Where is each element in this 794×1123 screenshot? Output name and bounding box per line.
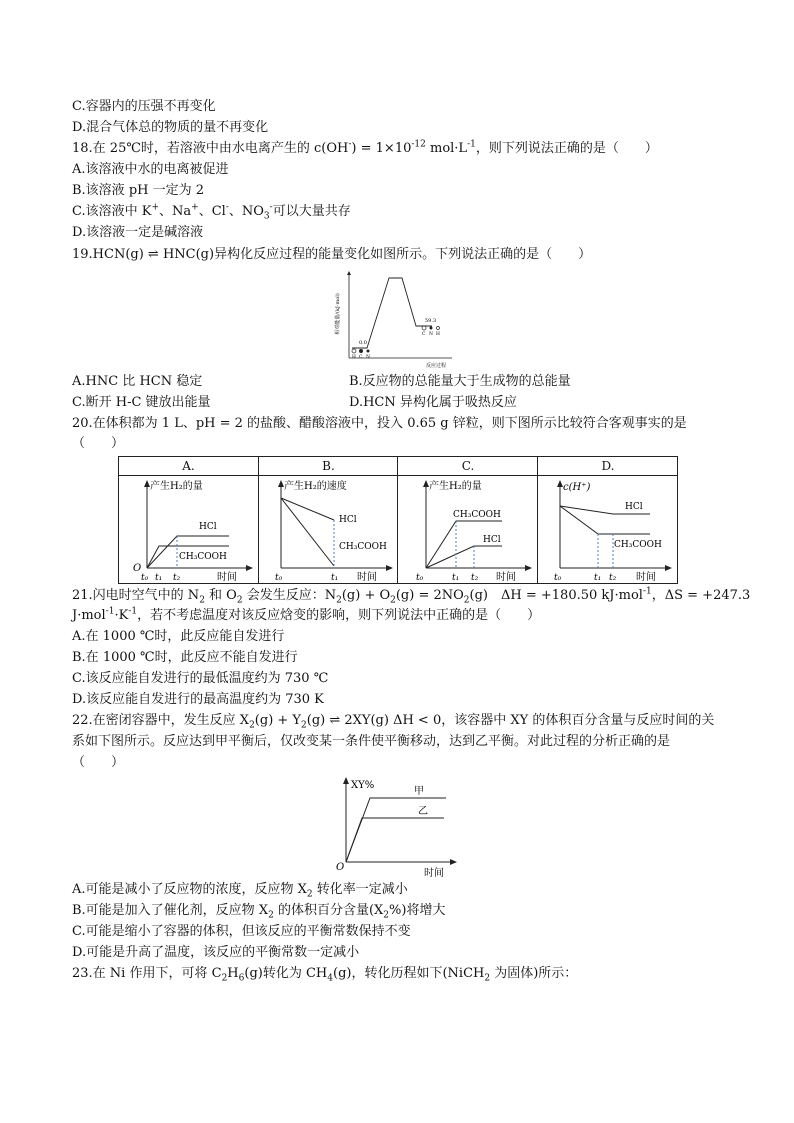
q19-start-atom-h: H	[352, 355, 356, 360]
q22-option-c: C.可能是缩小了容器的体积，但该反应的平衡常数保持不变	[72, 924, 411, 939]
q20-c-label-hcl: HCl	[483, 535, 501, 545]
q22-option-d: D.可能是升高了温度，该反应的平衡常数一定减小	[72, 945, 360, 960]
q19-stem: 19.HCN(g) ⇌ HNC(g)异构化反应过程的能量变化如图所示。下列说法正确的是（ ）	[72, 247, 592, 262]
q20-b-ylabel: 产生H₂的速度	[284, 481, 347, 492]
q20-a-label-ch3cooh: CH₃COOH	[179, 552, 227, 562]
q21-option-d: D.该反应能自发进行的最高温度约为 730 K	[72, 692, 324, 707]
q20-cell-b	[258, 457, 398, 583]
q20-c-label-ch3cooh: CH₃COOH	[453, 510, 501, 520]
q19-energy-diagram	[332, 266, 462, 370]
q20-a-ylabel: 产生H₂的量	[150, 481, 203, 492]
q22-xy-time-graph	[332, 774, 462, 878]
q19-end-value: 59.3	[425, 318, 437, 324]
q21-option-c: C.该反应能自发进行的最低温度约为 730 ℃	[72, 671, 329, 686]
q21-option-a: A.在 1000 ℃时，此反应能自发进行	[72, 629, 285, 644]
q21-stem-line1: 21.闪电时空气中的 $N_2$ 和 $O_2$ 会发生反应：$N_2(g) + O_2(g) = 2NO_2(g)$ ΔH = +180.50 kJ·mol$^{-1}$，ΔS = +247.3	[72, 586, 751, 606]
q19-ylabel: 相对能量/(kJ·mol)	[335, 293, 341, 335]
q20-graph-a	[119, 476, 258, 583]
q20-c-t2: t₂	[471, 573, 479, 583]
q20-a-label-hcl: HCl	[199, 522, 217, 532]
q19-option-b: B.反应物的总能量大于生成物的总能量	[349, 374, 571, 389]
q18-option-c: C.该溶液中 K+、Na+、Cl-、$NO_3^-$可以大量共存	[72, 202, 351, 222]
q17-option-c: C.容器内的压强不再变化	[72, 99, 216, 114]
q22-option-a: A.可能是减小了反应物的浓度，反应物 $X_2$ 转化率一定减小	[72, 882, 408, 900]
q20-a-t1: t₁	[155, 573, 163, 583]
q20-header-a: A.	[119, 457, 258, 476]
q21-stem-line2: $J\cdot mol^{-1}\cdot K^{-1}$，若不考虑温度对该反应焓变的影响，则下列说法中正确的是（ ）	[72, 606, 541, 623]
q20-b-xlabel: 时间	[357, 572, 377, 583]
q20-d-xlabel: 时间	[636, 572, 656, 583]
q20-b-t1: t₁	[331, 573, 339, 583]
q23-stem: 23.在 Ni 作用下，可将 $C_2H_6(g)$转化为 $CH_4(g)$，转化历程如下(NiCH$_2$ 为固体)所示：	[72, 966, 578, 984]
q19-end-atom-h: H	[436, 332, 440, 337]
q18-stem: 18.在 25℃时，若溶液中由水电离产生的 $c(OH^-) = 1\times 10^{-12}$ $mol\cdot L^{-1}$，则下列说法正确的是（ ）	[72, 139, 658, 156]
q20-cell-d	[537, 457, 678, 583]
q20-stem-bracket: （ ）	[72, 436, 125, 451]
q20-graph-b	[259, 476, 398, 583]
q20-header-d: D.	[538, 457, 678, 476]
q19-xlabel: 反应过程	[425, 363, 447, 369]
q20-c-ylabel: 产生H₂的量	[429, 481, 482, 492]
q22-stem-bracket: （ ）	[72, 755, 125, 770]
q22-ylabel: XY%	[351, 780, 375, 791]
q20-graph-d	[538, 476, 678, 583]
q20-a-t0: t₀	[141, 573, 149, 583]
q20-d-t2: t₂	[609, 573, 617, 583]
q19-option-a: A.HNC 比 HCN 稳定	[72, 374, 203, 389]
q19-start-atom-c: C	[359, 355, 363, 360]
q20-a-xlabel: 时间	[217, 572, 237, 583]
q17-option-d: D.混合气体总的物质的量不再变化	[72, 120, 269, 135]
q19-end-atom-n: N	[429, 332, 433, 337]
q20-d-ylabel: c(H⁺)	[563, 482, 591, 493]
q18-option-a: A.该溶液中水的电离被促进	[72, 162, 229, 177]
q20-b-label-hcl: HCl	[339, 515, 357, 525]
q20-b-t0: t₀	[275, 573, 283, 583]
q22-option-b: B.可能是加入了催化剂，反应物 $X_2$ 的体积百分含量$(X_2\%)$将增大	[72, 903, 446, 921]
q19-option-c: C.断开 H-C 键放出能量	[72, 395, 211, 410]
q18-option-b: B.该溶液 pH 一定为 2	[72, 183, 205, 198]
q19-start-atom-n: N	[366, 355, 370, 360]
q20-options-table	[118, 456, 678, 584]
q20-d-label-hcl: HCl	[625, 502, 643, 512]
q20-b-label-ch3cooh: CH₃COOH	[339, 542, 387, 552]
q20-d-t0: t₀	[554, 573, 562, 583]
q20-cell-c	[397, 457, 538, 583]
q20-a-origin: O	[133, 563, 142, 574]
q19-option-d: D.HCN 异构化属于吸热反应	[349, 395, 517, 410]
q20-cell-a	[119, 457, 258, 583]
q20-c-t1: t₁	[452, 573, 460, 583]
q20-d-t1: t₁	[594, 573, 602, 583]
q22-stem-line1: 22.在密闭容器中，发生反应 $X_2(g) + Y_2(g)$ ⇌ 2XY(g) ΔH < 0，该容器中 XY 的体积百分含量与反应时间的关	[72, 713, 715, 731]
q22-xlabel: 时间	[424, 868, 444, 878]
q20-stem: 20.在体积都为 1 L、pH = 2 的盐酸、醋酸溶液中，投入 0.65 g 锌粒，则下图所示比较符合客观事实的是	[72, 416, 687, 431]
q22-label-jia: 甲	[414, 786, 424, 797]
q20-graph-c	[398, 476, 538, 583]
q20-d-label-ch3cooh: CH₃COOH	[614, 540, 662, 550]
q19-end-atom-c: C	[422, 332, 426, 337]
q20-header-c: C.	[398, 457, 538, 476]
q22-origin: O	[336, 862, 345, 873]
q20-header-b: B.	[259, 457, 398, 476]
q20-c-t0: t₀	[416, 573, 424, 583]
q22-label-yi: 乙	[418, 806, 428, 817]
q21-option-b: B.在 1000 ℃时，此反应不能自发进行	[72, 650, 298, 665]
q18-option-d: D.该溶液一定是碱溶液	[72, 225, 204, 240]
q20-a-t2: t₂	[173, 573, 181, 583]
q19-start-value: 0.0	[359, 340, 367, 346]
q20-c-xlabel: 时间	[496, 572, 516, 583]
q22-stem-line2: 系如下图所示。反应达到甲平衡后，仅改变某一条件使平衡移动，达到乙平衡。对此过程的分析正确的是	[72, 734, 671, 749]
